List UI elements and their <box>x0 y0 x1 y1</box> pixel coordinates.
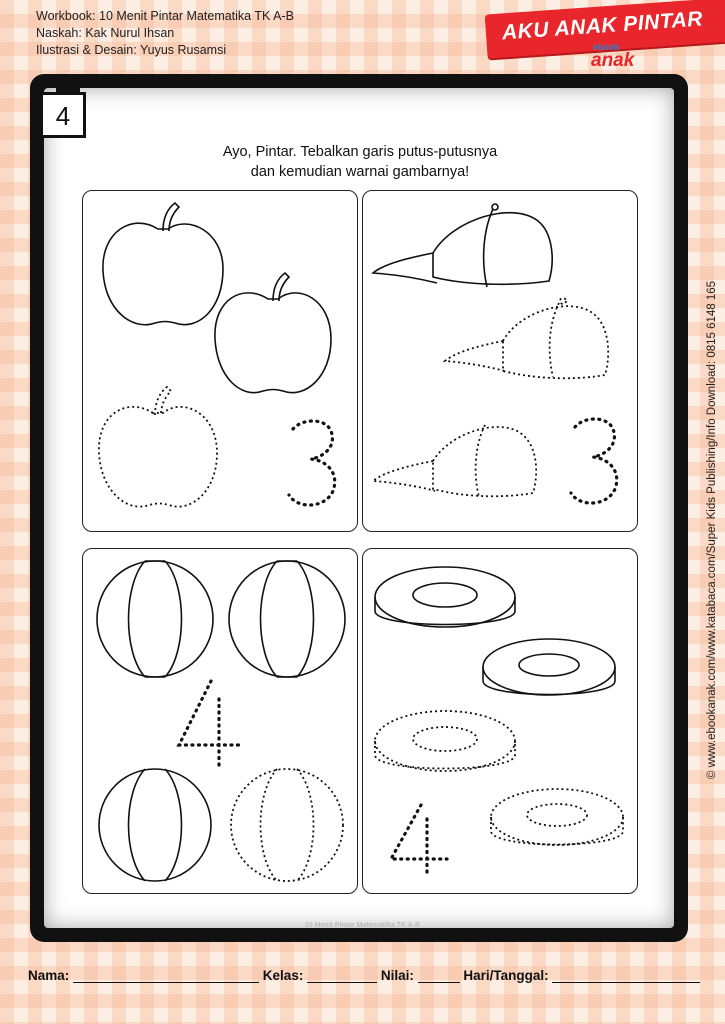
hari-label: Hari/Tanggal: <box>463 968 549 983</box>
panel-balls <box>82 548 358 894</box>
side-credit <box>702 210 722 850</box>
numeral-3-dotted <box>571 419 617 503</box>
ring-icon <box>375 567 515 627</box>
numeral-4-dotted <box>179 681 243 769</box>
illustrator-credit: Ilustrasi & Desain: Yuyus Rusamsi <box>36 43 227 57</box>
apple-icon <box>99 387 217 507</box>
nilai-field[interactable] <box>418 968 460 983</box>
ball-icon <box>231 769 343 881</box>
ball-icon <box>99 769 211 881</box>
cap-icon <box>373 425 536 497</box>
ring-icon <box>375 711 515 771</box>
kelas-field[interactable] <box>307 968 377 983</box>
instruction <box>160 142 560 182</box>
cap-icon <box>445 298 608 378</box>
ebookanak-logo <box>589 44 653 72</box>
instruction-line-1: Ayo, Pintar. Tebalkan garis putus-putusnya <box>222 144 498 160</box>
balls-drawing <box>83 549 357 893</box>
credits <box>36 8 294 59</box>
hari-field[interactable] <box>552 968 700 983</box>
ring-icon <box>491 789 623 845</box>
cap-icon <box>373 204 552 287</box>
panel-caps <box>362 190 638 532</box>
workbook-title: Workbook: 10 Menit Pintar Matematika TK A-B <box>36 9 294 23</box>
numeral-4-dotted <box>391 805 447 877</box>
nilai-label: Nilai: <box>380 968 414 983</box>
page-number-badge: 4 <box>40 92 86 138</box>
caps-drawing <box>363 191 637 531</box>
footer-subtitle: 10 Menit Pintar Matematika TK A-B <box>304 922 421 929</box>
side-credit-text: © www.ebookanak.com/www.katabaca.com/Super Kids Publishing/Info Download: 0815 6148 165 <box>706 280 718 780</box>
ring-icon <box>483 639 615 695</box>
brand-ribbon-text: AKU ANAK PINTAR <box>501 7 704 45</box>
numeral-3-dotted <box>289 421 335 505</box>
instruction-line-2: dan kemudian warnai gambarnya! <box>250 164 470 180</box>
ball-icon <box>97 561 213 677</box>
panel-apples <box>82 190 358 532</box>
author-credit: Naskah: Kak Nurul Ihsan <box>36 26 175 40</box>
apples-drawing <box>83 191 357 531</box>
logo-bottom-text: anak <box>591 50 635 71</box>
apple-icon <box>103 203 223 325</box>
apple-icon <box>215 273 331 393</box>
ball-icon <box>229 561 345 677</box>
nama-label: Nama: <box>28 968 70 983</box>
nama-field[interactable] <box>73 968 259 983</box>
rings-drawing <box>363 549 637 893</box>
kelas-label: Kelas: <box>262 968 304 983</box>
logo-top-text: ebook <box>593 42 620 52</box>
panel-rings <box>362 548 638 894</box>
student-info-bar <box>28 968 700 983</box>
